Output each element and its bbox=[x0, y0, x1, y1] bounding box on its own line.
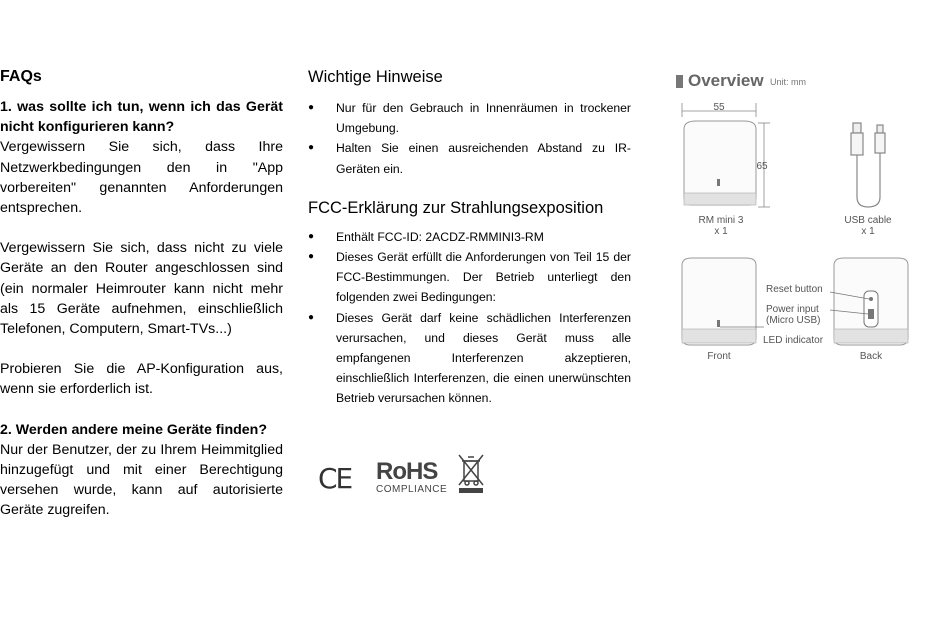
device-label bbox=[686, 215, 756, 237]
cable-label bbox=[836, 215, 900, 237]
reset-button-label: Reset button bbox=[766, 284, 823, 295]
micro-usb-text: (Micro USB) bbox=[766, 315, 821, 326]
width-dimension-value: 55 bbox=[713, 102, 725, 113]
device-quantity: x 1 bbox=[714, 226, 728, 237]
list-item: ● Nur für den Gebrauch in Innenräumen in trockener Umgebung. bbox=[308, 98, 631, 138]
faq-answer-1-paragraph-3: Probieren Sie die AP-Konfiguration aus, wenn sie erforderlich ist. bbox=[0, 361, 283, 398]
power-input-text: Power input bbox=[766, 304, 819, 315]
list-item: ● Dieses Gerät darf keine schädlichen Interferenzen verursachen, und dieses Gerät muss alle empfangenen Interferenzen akzeptieren, einschließlich Interferenzen, die einen unerwünschten Betrieb verursachen können. bbox=[308, 308, 631, 409]
cable-name: USB cable bbox=[844, 215, 892, 226]
faq-question-1: 1. was sollte ich tun, wenn ich das Gerät nicht konfigurieren kann? bbox=[0, 99, 283, 136]
rohs-compliance-text: COMPLIANCE bbox=[376, 484, 448, 495]
back-label: Back bbox=[859, 351, 883, 362]
usb-cable-drawing bbox=[851, 123, 885, 207]
device-drawing bbox=[684, 121, 756, 205]
fcc-title: FCC-Erklärung zur Strahlungsexposition bbox=[308, 198, 604, 217]
faq-question-2: 2. Werden andere meine Geräte finden? bbox=[0, 421, 268, 438]
faq-answer-1-paragraph-2: Vergewissern Sie sich, dass nicht zu viele Geräte an den Router angeschlossen sind (ein normaler Heimrouter kann nicht mehr als 15 Geräte aufnehmen, einschließlich Telefonen, Computern, Smart-TVs...) bbox=[0, 240, 283, 338]
cable-quantity: x 1 bbox=[861, 226, 875, 237]
device-name: RM mini 3 bbox=[698, 215, 744, 226]
list-item: ● Halten Sie einen ausreichenden Abstand zu IR-Geräten ein. bbox=[308, 138, 631, 178]
list-item: ● Enthält FCC-ID: 2ACDZ-RMMINI3-RM bbox=[308, 227, 631, 247]
fcc-list bbox=[308, 227, 631, 409]
ce-logo: CE bbox=[318, 462, 352, 495]
front-view-drawing bbox=[682, 258, 764, 345]
rohs-logo bbox=[376, 460, 447, 496]
overview-title: Overview bbox=[688, 71, 764, 90]
weee-bin-icon bbox=[456, 452, 486, 494]
list-item: ● Dieses Gerät erfüllt die Anforderungen von Teil 15 der FCC-Bestimmungen. Der Betrieb unterliegt den folgenden zwei Bedingungen: bbox=[308, 247, 631, 308]
overview-diagram bbox=[670, 65, 920, 375]
faq-column bbox=[0, 66, 283, 521]
back-view-drawing bbox=[830, 258, 908, 345]
rohs-text: RoHS bbox=[376, 458, 438, 485]
front-label: Front bbox=[707, 351, 731, 362]
power-input-label bbox=[766, 304, 820, 326]
overview-unit: Unit: mm bbox=[770, 77, 806, 87]
notes-list bbox=[308, 98, 631, 179]
height-dimension-value: 65 bbox=[756, 161, 768, 172]
notes-column bbox=[308, 66, 631, 409]
led-indicator-label: LED indicator bbox=[763, 335, 824, 346]
notes-title: Wichtige Hinweise bbox=[308, 68, 443, 86]
compliance-logos bbox=[318, 452, 488, 497]
faq-title: FAQs bbox=[0, 68, 42, 85]
faq-answer-2: Nur der Benutzer, der zu Ihrem Heimmitglied hinzugefügt und mit einer Berechtigung versehen wurde, kann auf autorisierte Geräte zugreifen. bbox=[0, 441, 283, 519]
faq-answer-1-paragraph-1: Vergewissern Sie sich, dass Ihre Netzwerkbedingungen den in "App vorbereiten" genannten Anforderungen entsprechen. bbox=[0, 139, 283, 217]
